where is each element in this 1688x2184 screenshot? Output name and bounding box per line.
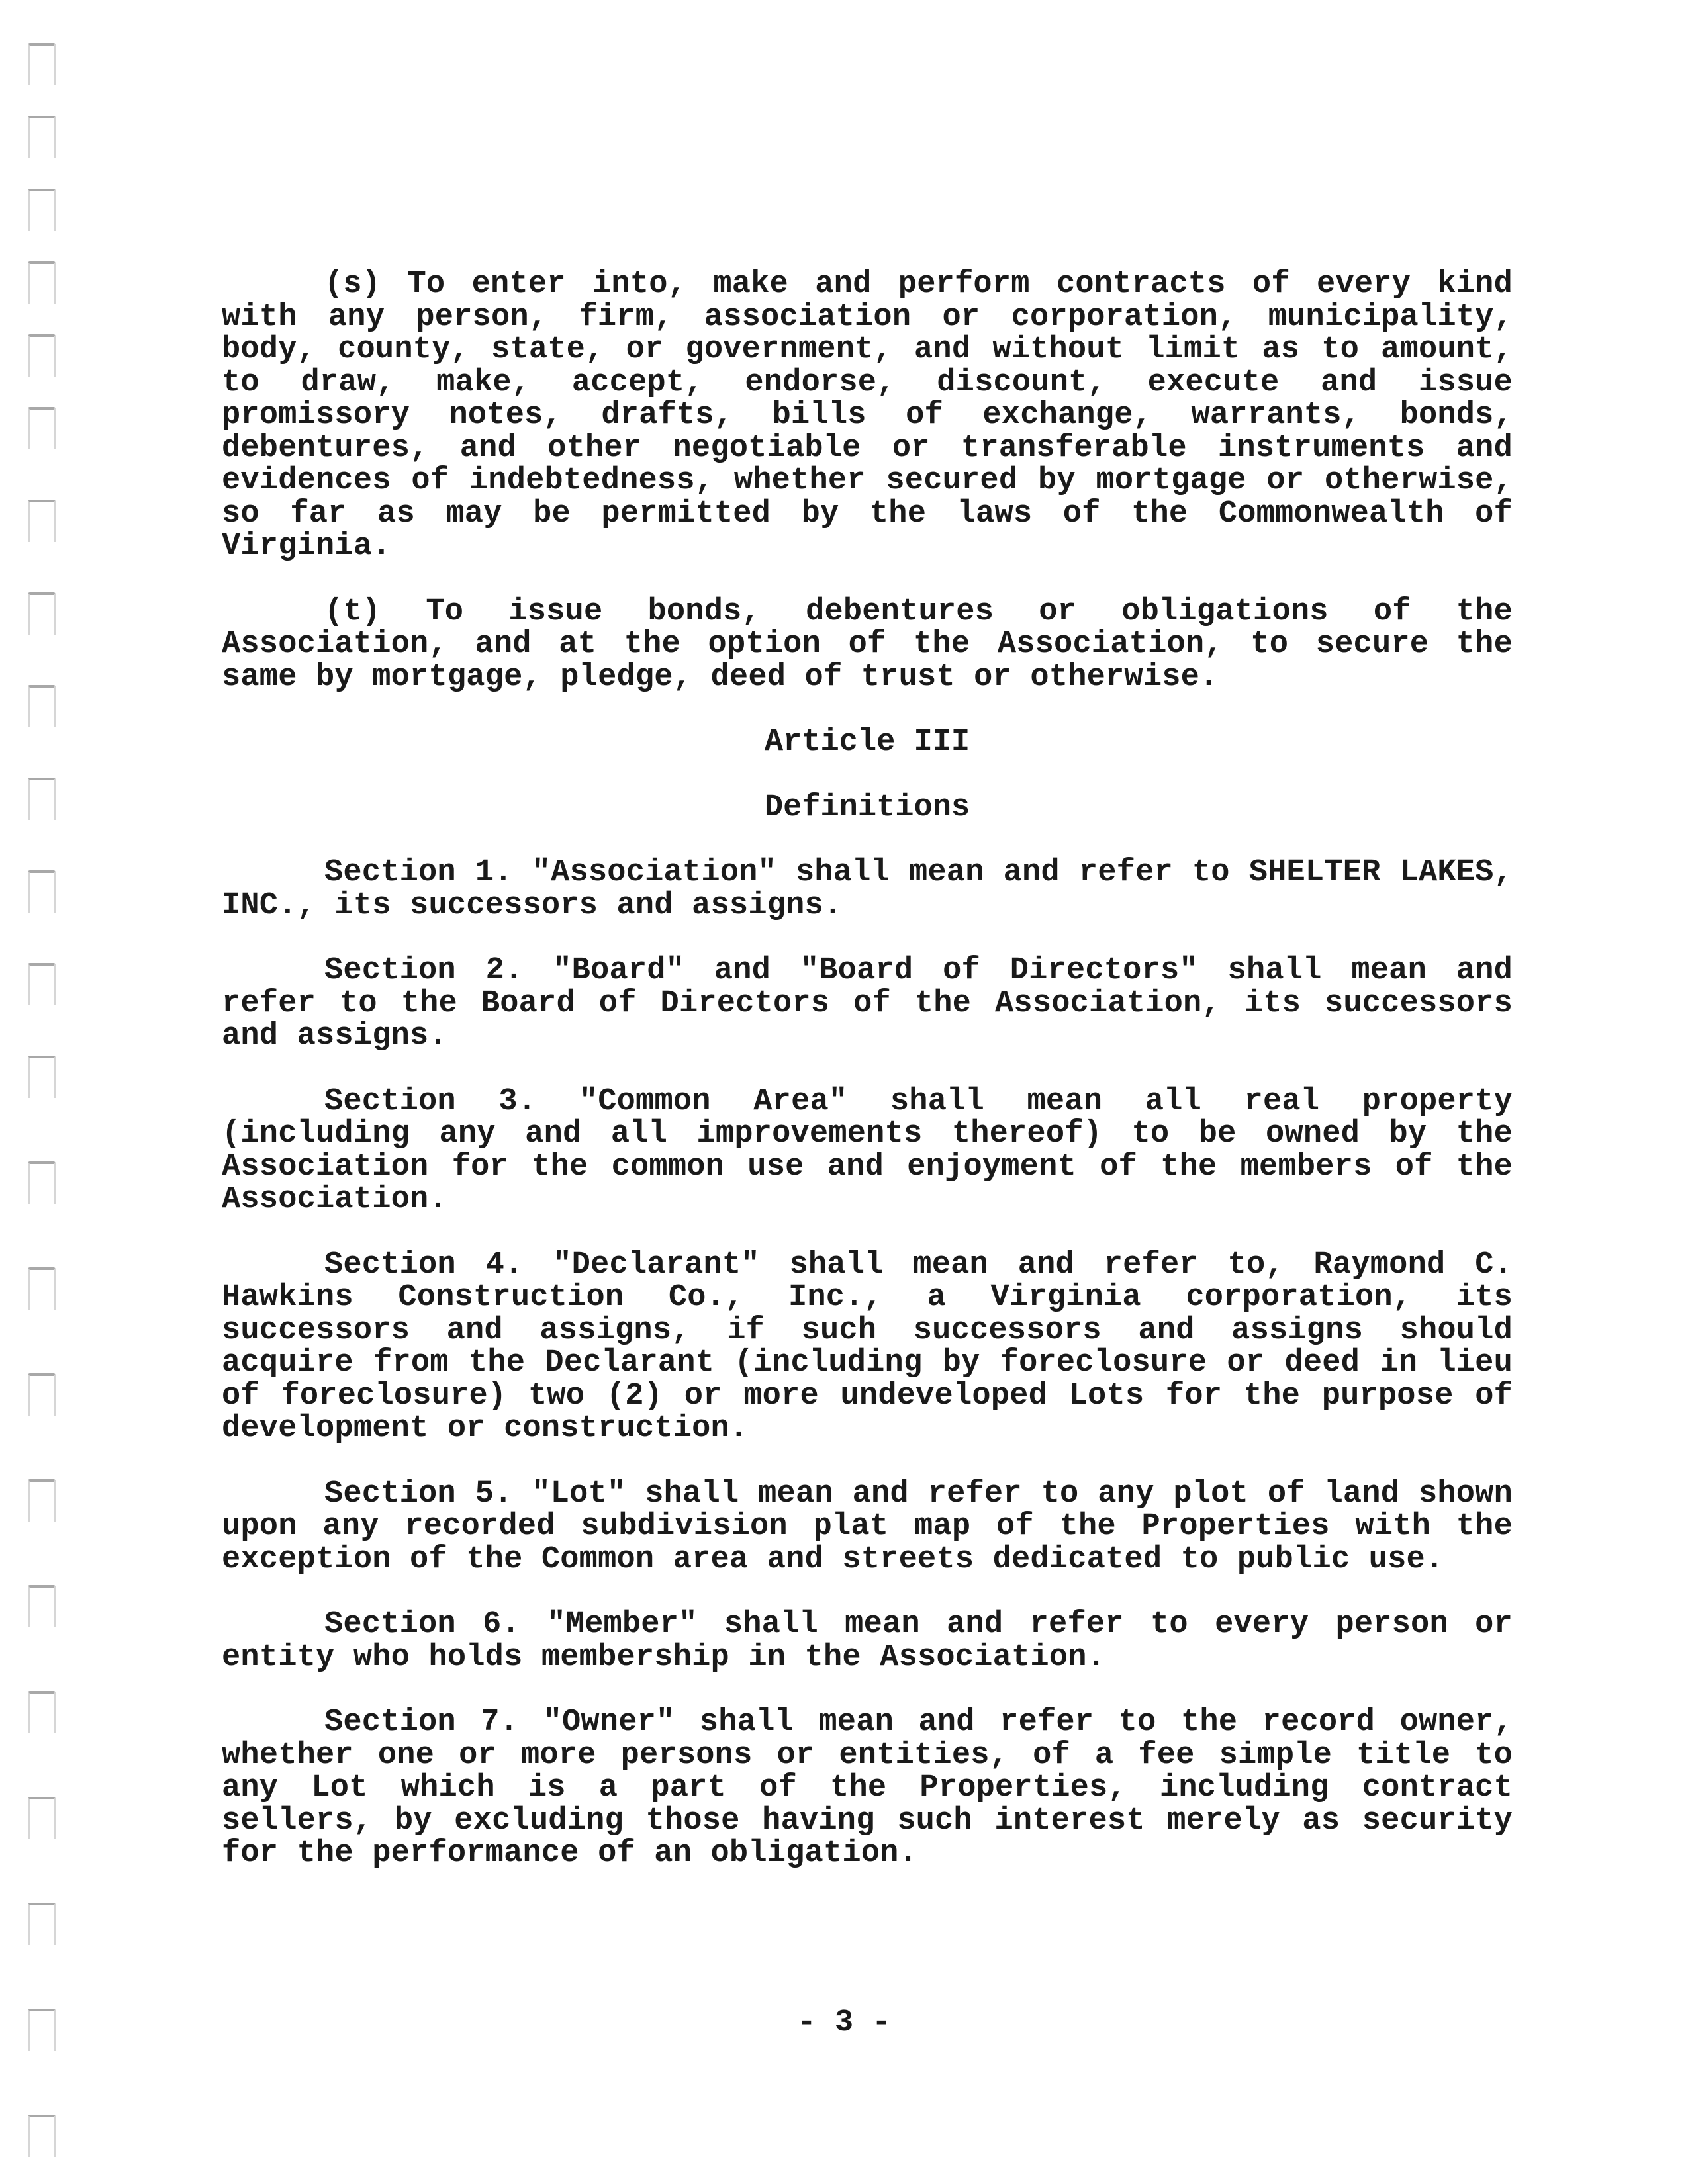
binder-hole-icon: [28, 1903, 56, 1945]
binder-hole-icon: [28, 334, 56, 377]
binder-hole-icon: [28, 870, 56, 913]
page-number: - 3 -: [797, 2005, 891, 2040]
article-subtitle: Definitions: [764, 790, 970, 825]
binder-hole-icon: [28, 43, 56, 85]
binder-hole-icon: [28, 1373, 56, 1416]
binder-hole-icon: [28, 685, 56, 727]
binder-hole-icon: [28, 1585, 56, 1627]
binder-hole-icon: [28, 500, 56, 542]
binder-hole-icon: [28, 1056, 56, 1098]
section-3: Section 3. "Common Area" shall mean all real property (including any and all improvements thereof) to be owned by the Association for the common use and enjoyment of the members of the Association.: [222, 1083, 1513, 1217]
binder-hole-icon: [28, 407, 56, 449]
paragraph-s: (s) To enter into, make and perform contracts of every kind with any person, firm, association or corporation, municipality, body, county, state, or government, and without limit as to amount, to draw, make, accept, endorse, discount, execute and issue promissory notes, drafts, bills of exchange, warrants, bonds, debentures, and other negotiable or transferable instruments and evidences of indebtedness, whether secured by mortgage or otherwise, so far as may be permitted by the laws of the Commonwealth of Virginia.: [222, 267, 1513, 564]
binder-hole-icon: [28, 963, 56, 1005]
binder-hole-icon: [28, 778, 56, 820]
binder-hole-icon: [28, 592, 56, 635]
section-2: Section 2. "Board" and "Board of Directors" shall mean and refer to the Board of Directors of the Association, its successors and assigns.: [222, 953, 1513, 1054]
section-6: Section 6. "Member" shall mean and refer to every person or entity who holds membership in the Association.: [222, 1607, 1513, 1675]
binder-hole-icon: [28, 1161, 56, 1204]
section-4: Section 4. "Declarant" shall mean and refer to, Raymond C. Hawkins Construction Co., Inc., a Virginia corporation, its successors and assigns, if such successors and assigns should acquire from the Declarant (including by foreclosure or deed in lieu of foreclosure) two (2) or more undeveloped Lots for the purpose of development or construction.: [222, 1247, 1513, 1446]
binder-hole-marks: [25, 0, 65, 2184]
binder-hole-icon: [28, 1479, 56, 1522]
binder-hole-icon: [28, 261, 56, 304]
paragraph-t: (t) To issue bonds, debentures or obligations of the Association, and at the option of the Association, to secure the same by mortgage, pledge, deed of trust or otherwise.: [222, 594, 1513, 695]
binder-hole-icon: [28, 116, 56, 158]
binder-hole-icon: [28, 189, 56, 231]
article-title: Article III: [764, 725, 970, 760]
binder-hole-icon: [28, 2115, 56, 2157]
section-5: Section 5. "Lot" shall mean and refer to any plot of land shown upon any recorded subdivision plat map of the Properties with the exception of the Common area and streets dedicated to public use.: [222, 1476, 1513, 1577]
binder-hole-icon: [28, 1267, 56, 1310]
binder-hole-icon: [28, 1691, 56, 1733]
binder-hole-icon: [28, 1797, 56, 1839]
section-1: Section 1. "Association" shall mean and refer to SHELTER LAKES, INC., its successors and assigns.: [222, 855, 1513, 923]
document-body: [222, 268, 1513, 1903]
section-7: Section 7. "Owner" shall mean and refer to the record owner, whether one or more persons or entities, of a fee simple title to any Lot which is a part of the Properties, including contract sellers, by excluding those having such interest merely as security for the performance of an obligation.: [222, 1705, 1513, 1871]
